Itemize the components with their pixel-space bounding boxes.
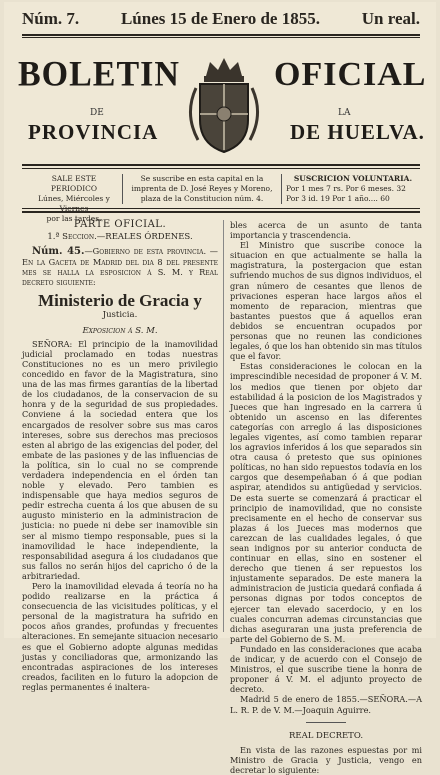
intro-paragraph: Núm. 45.—Gobierno de esta provincia. —En la Gaceta de Madrid del dia 8 del presente mes se halla la esposicion á S. M. y Real decreto siguiente: [22, 246, 218, 288]
section-heading-parte: PARTE OFICIAL. [73, 219, 167, 230]
left-column [22, 220, 218, 692]
masthead-small-right: LA [338, 108, 351, 118]
info-subscription-prices: SUSCRICION VOLUNTARIA. Por 1 mes 7 rs. Por 6 meses. 32 Por 3 id. 19 Por 1 año.... 60 [286, 174, 413, 203]
info-subscription-place: Se suscribe en esta capital en la imprenta de D. José Reyes y Moreno, plaza de la Constitucion núm. 4. [122, 174, 282, 204]
issue-number: Núm. 7. [22, 9, 80, 28]
section-subheading: 1.ª Seccion.—REALES ÓRDENES. [47, 232, 193, 243]
masthead-small-left: DE [90, 108, 104, 118]
decree-heading: REAL DECRETO. [288, 730, 364, 741]
column-divider [223, 220, 224, 632]
paragraph: bles acerca de un asunto de tanta importancia y trascendencia. [230, 220, 422, 241]
newspaper-page [4, 2, 436, 775]
right-column [230, 220, 422, 775]
paragraph: El Ministro que suscribe conoce la situacion en que actualmente se halla la magistratura, la postergacion que estan sufriendo muchos de sus dignos individuos, el gran número de cesantes que llenos de privaciones esperan hace largos años el momento de reparacion, mientras que bastantes puestos que á aquellos eran debidos se encuentran ocupados por personas que no reunen las condiciones legales, ó que los han obtenido sin mas títulos que el favor. [230, 240, 422, 362]
header-rule [22, 34, 420, 36]
info-publication-days: SALE ESTE PERIODICO Lúnes, Miércoles y por las tardes. [38, 174, 110, 223]
ministry-subtitle: Justicia. [102, 309, 138, 320]
exposition-heading: Exposicion á S. M. [82, 325, 158, 336]
separator-line [306, 722, 346, 723]
header-rule-thin [22, 37, 420, 38]
issue-price: Un real. [361, 9, 420, 28]
paragraph: Pero la inamovilidad elevada á teoría no ha podido realizarse en la práctica á consecuencia de las vicisitudes políticas, y el personal de la magistratura ha sufrido en pocos años grandes, profundas y frecuentes alteraciones. En semejante situacion necesario es que el Gobierno adopte algunas medidas justas y conciliadoras que, armonizando las encontradas aspiraciones de los intereses creados, faciliten en lo futuro la adopcion de reglas permanentes é inaltera- [22, 581, 218, 692]
masthead-rule [22, 164, 420, 166]
issue-header [22, 6, 420, 32]
paragraph: En vista de las razones espuestas por mi Ministro de Gracia y Justicia, vengo en decretar lo siguiente: [230, 744, 422, 775]
ministry-title: Ministerio de Gracia y [38, 290, 202, 310]
paragraph: SEÑORA: El principio de la inamovilidad judicial proclamado en todas nuestras Constituciones no es un mero privilegio concedido en favor de la Magistratura, sino una de las mas firmes garantías de la libertad de los ciudadanos, de la conservacion de su honra y de la seguridad de sus propiedades. Conviene á la sociedad entera que los encargados de resolver sobre sus mas caros intereses, sobre sus derechos mas preciosos esten al abrigo de las exigencias del poder, del embate de las pasiones y de las influencias de la política, sin lo cual no se comprende verdadera independencia en el órden tan noble y elevado. Pero tambien es indispensable que haya medios seguros de pedir estrecha cuenta á los que abusen de su augusto ministerio en la administracion de justicia: no puede ni debe ser inamovible sin ser al mismo tiempo responsable, pues si la inamovilidad le hace independiente, la responsabilidad asegura á los ciudadanos que sus fallos no serán hijos del capricho ó de la arbitrariedad. [22, 338, 218, 581]
signature-paragraph: Madrid 5 de enero de 1855.—SEÑORA.—A L. R. P. de V. M.—Joaquin Aguirre. [230, 694, 422, 715]
masthead-word-right: OFICIAL [274, 56, 427, 93]
info-rule-thick [22, 211, 420, 213]
issue-date: Lúnes 15 de Enero de 1855. [120, 9, 320, 28]
masthead-word-left: BOLETIN [18, 55, 180, 94]
paragraph: Estas consideraciones le colocan en la imprescindible necesidad de proponer á V. M. los medios que tienen por objeto dar estabilidad á la posicion de los Magistrados y Jueces que han ingresado en la carrera ú obtenido un ascenso en las diferentes categorías con arreglo á las disposiciones legales vigentes, así como tambien reparar los agravios inferidos á los que separados sin otra causa ó pretesto que sus opiniones políticas, no han sido repuestos todavía en los cargos que desempeñaban ó á que podian aspirar, atendidos su antigüedad y servicios. De esta suerte se comenzará á practicar el principio de inamovilidad, que no consiste precisamente en el hecho de conservar sus plazas á los Jueces mas modernos que carezcan de las cualidades legales, ó que sean indignos por su anterior conducta de continuar en ellas, sino en sostener el derecho que tienen á ser repuestos los injustamente separados. De este manera la administracion de justicia quedará confiada á personas dignas por todos conceptos de ejercer tan elevado sacerdocio, y en los cuales concurran ademas circunstancias que dichas aseguraran una justa preferencia de parte del Gobierno de S. M. [230, 361, 422, 644]
masthead-rule-thin [22, 168, 420, 169]
info-rule [22, 208, 420, 209]
masthead-line2-right: DE HUELVA. [290, 120, 425, 144]
royal-crest-icon [176, 54, 272, 158]
masthead-line2-left: PROVINCIA [28, 120, 159, 144]
paragraph: Fundado en las consideraciones que acaba de indicar, y de acuerdo con el Consejo de Ministros, el que suscribe tiene la honra de proponer á V. M. el adjunto proyecto de decreto. [230, 643, 422, 695]
